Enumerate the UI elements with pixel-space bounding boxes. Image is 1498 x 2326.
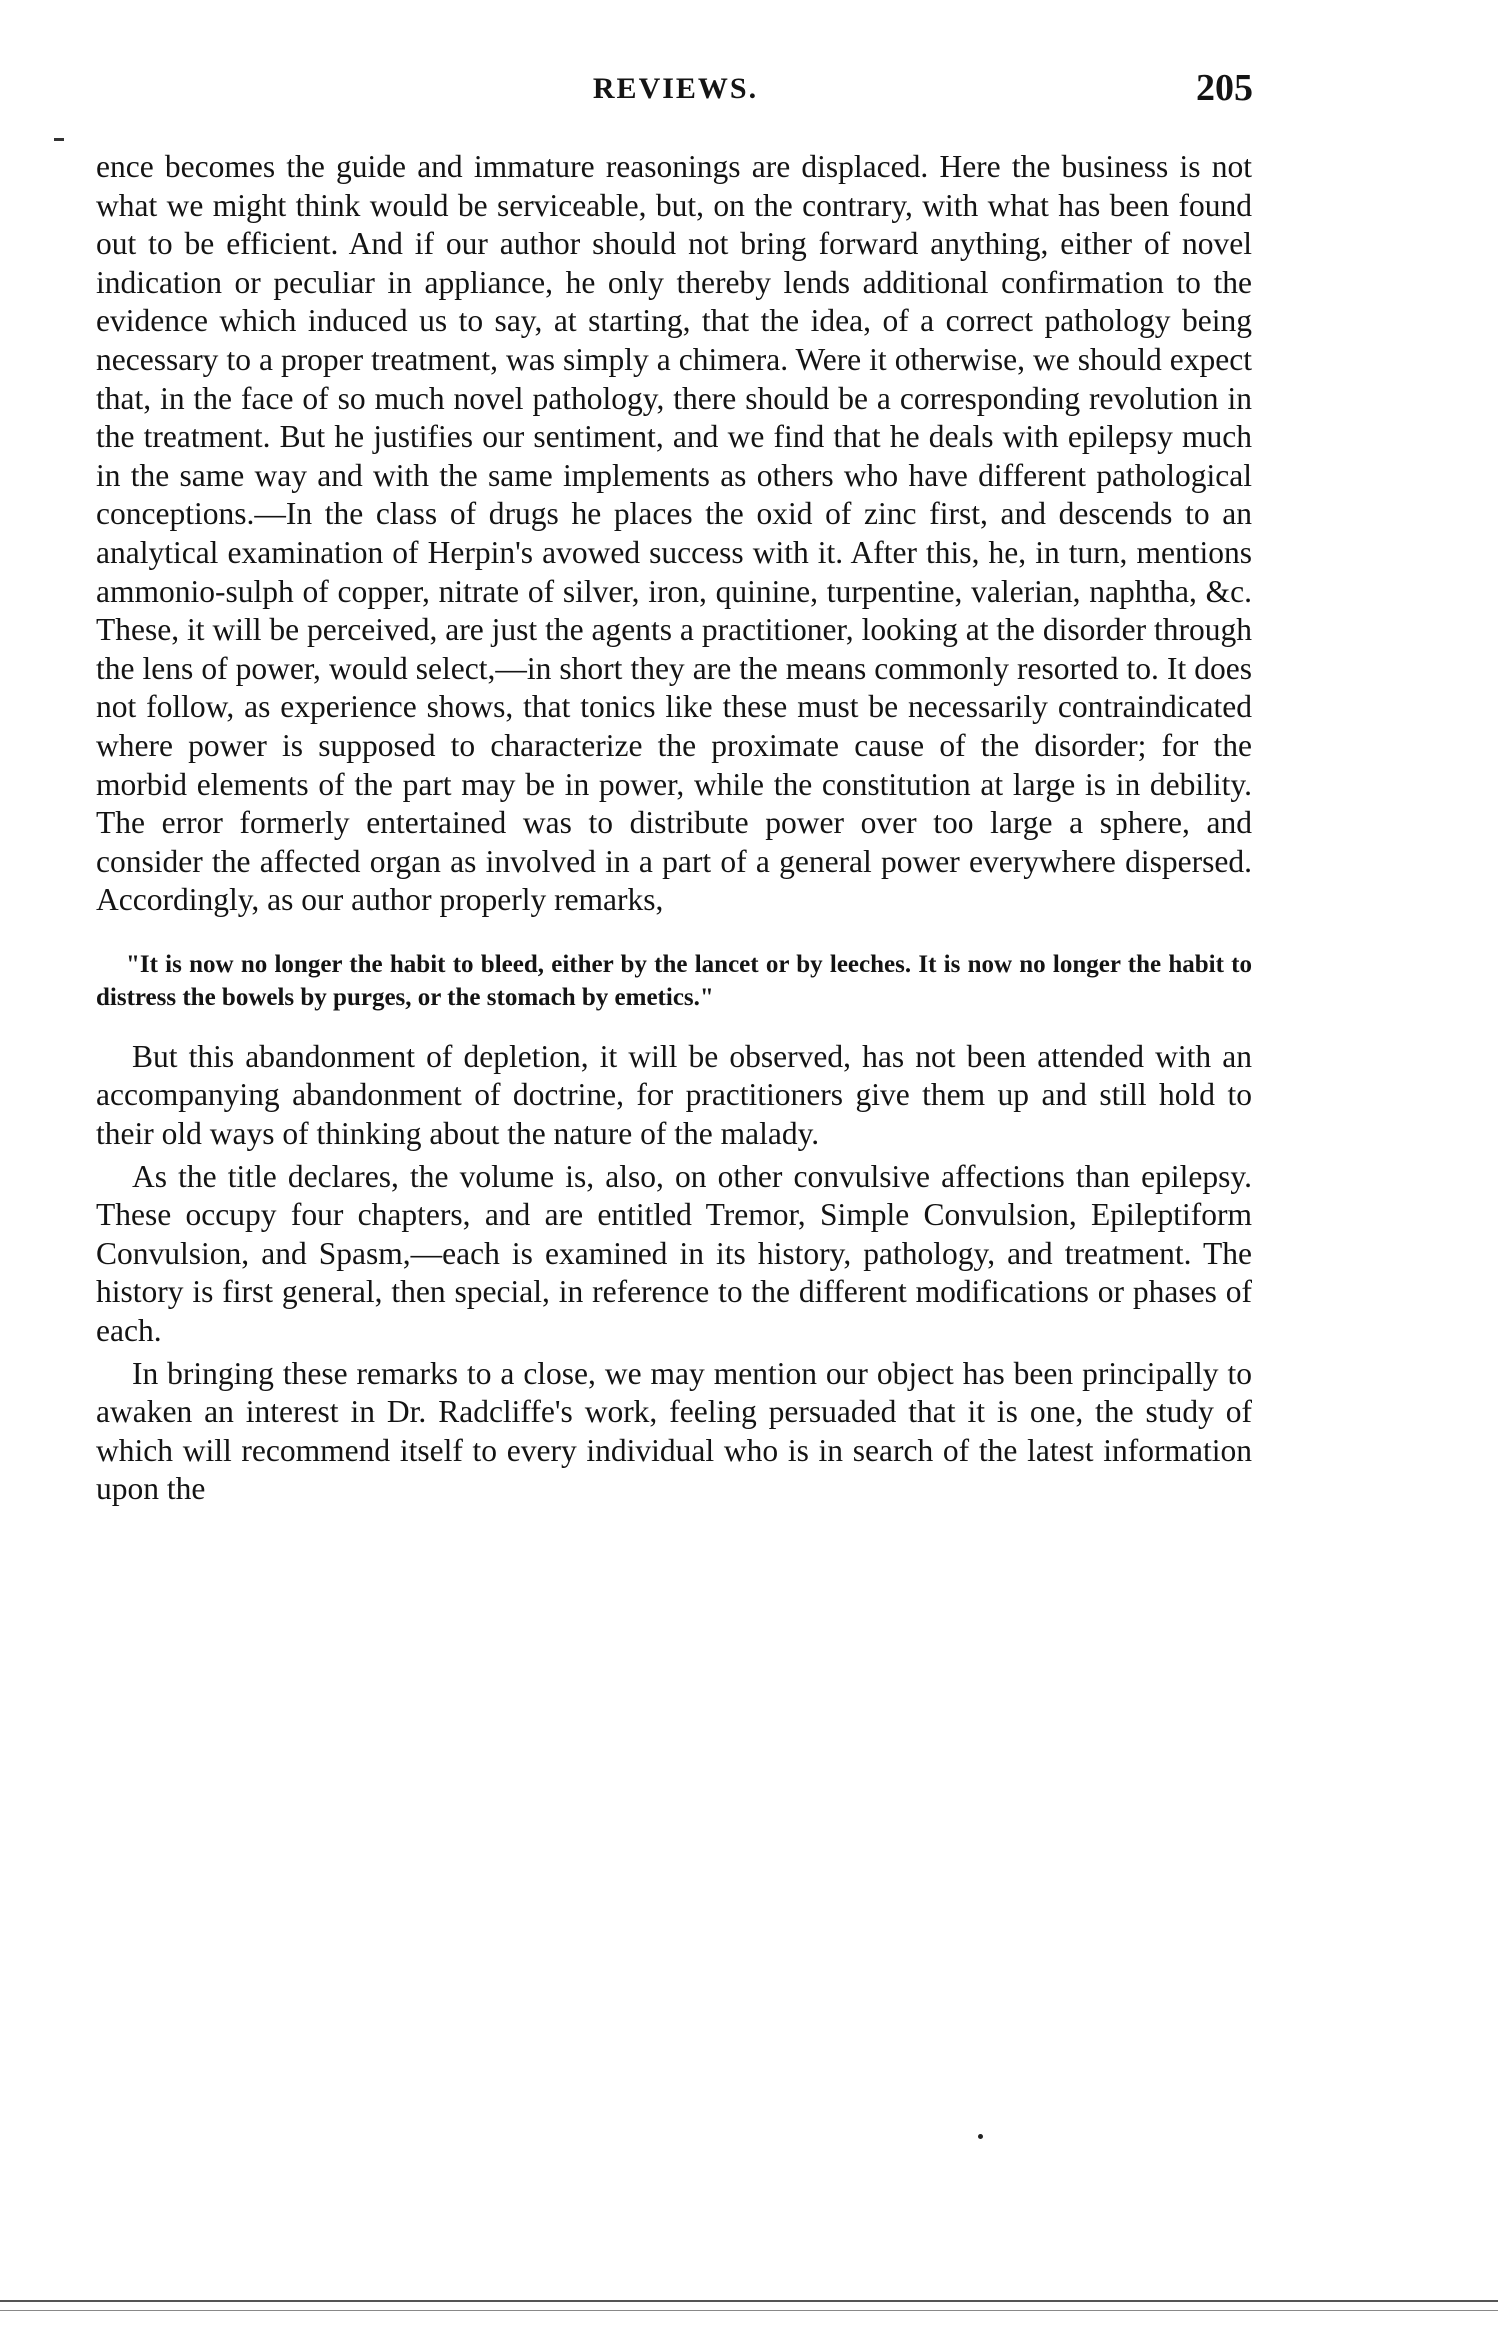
bottom-edge-line	[0, 2310, 1498, 2311]
running-head: REVIEWS.	[592, 72, 759, 105]
bottom-edge-line	[0, 2300, 1498, 2302]
ink-speck	[978, 2134, 983, 2139]
paragraph: But this abandonment of depletion, it will be observed, has not been attended with an accompanying abandonment of doctrine, for practitioners give them up and still hold to their old ways of thinking about the nature of the malady.	[96, 1038, 1252, 1152]
block-quote: "It is now no longer the habit to bleed, either by the lancet or by leeches. It is now no longer the habit to distress the bowels by purges, or the stomach by emetics."	[96, 950, 1252, 1011]
page-header	[98, 67, 1253, 122]
page-number: 205	[1196, 67, 1253, 109]
paragraph: In bringing these remarks to a close, we may mention our object has been principally to awaken an interest in Dr. Radcliffe's work, feeling persuaded that it is one, the study of which will recommend itself to every individual who is in search of the latest information upon the	[96, 1355, 1252, 1507]
paragraph: ence becomes the guide and immature reasonings are displaced. Here the business is not what we might think would be serviceable, but, on the contrary, with what has been found out to be efficient. And if our author should not bring forward anything, either of novel indication or peculiar in appliance, he only thereby lends additional confirmation to the evidence which induced us to say, at starting, that the idea, of a correct pathology being necessary to a proper treatment, was simply a chimera. Were it otherwise, we should expect that, in the face of so much novel pathology, there should be a corresponding revolution in the treatment. But he justifies our sentiment, and we find that he deals with epilepsy much in the same way and with the same implements as others who have different pathological conceptions.—In the class of drugs he places the oxid of zinc first, and descends to an analytical examination of Herpin's avowed success with it. After this, he, in turn, mentions ammonio-sulph of copper, nitrate of silver, iron, quinine, turpentine, valerian, naphtha, &c. These, it will be perceived, are just the agents a practitioner, looking at the disorder through the lens of power, would select,—in short they are the means commonly resorted to. It does not follow, as experience shows, that tonics like these must be necessarily contraindicated where power is supposed to characterize the proximate cause of the disorder; for the morbid elements of the part may be in power, while the constitution at large is in debility. The error formerly entertained was to distribute power over too large a sphere, and consider the affected organ as involved in a part of a general power everywhere dispersed. Accordingly, as our author properly remarks,	[96, 149, 1252, 918]
body-text	[96, 148, 1252, 1509]
paragraph: As the title declares, the volume is, also, on other convulsive affections than epilepsy. These occupy four chapters, and are entitled Tremor, Simple Convulsion, Epileptiform Convulsion, and Spasm,—each is examined in its history, pathology, and treatment. The history is first general, then special, in reference to the different modifications or phases of each.	[96, 1158, 1252, 1349]
margin-mark	[54, 138, 64, 141]
